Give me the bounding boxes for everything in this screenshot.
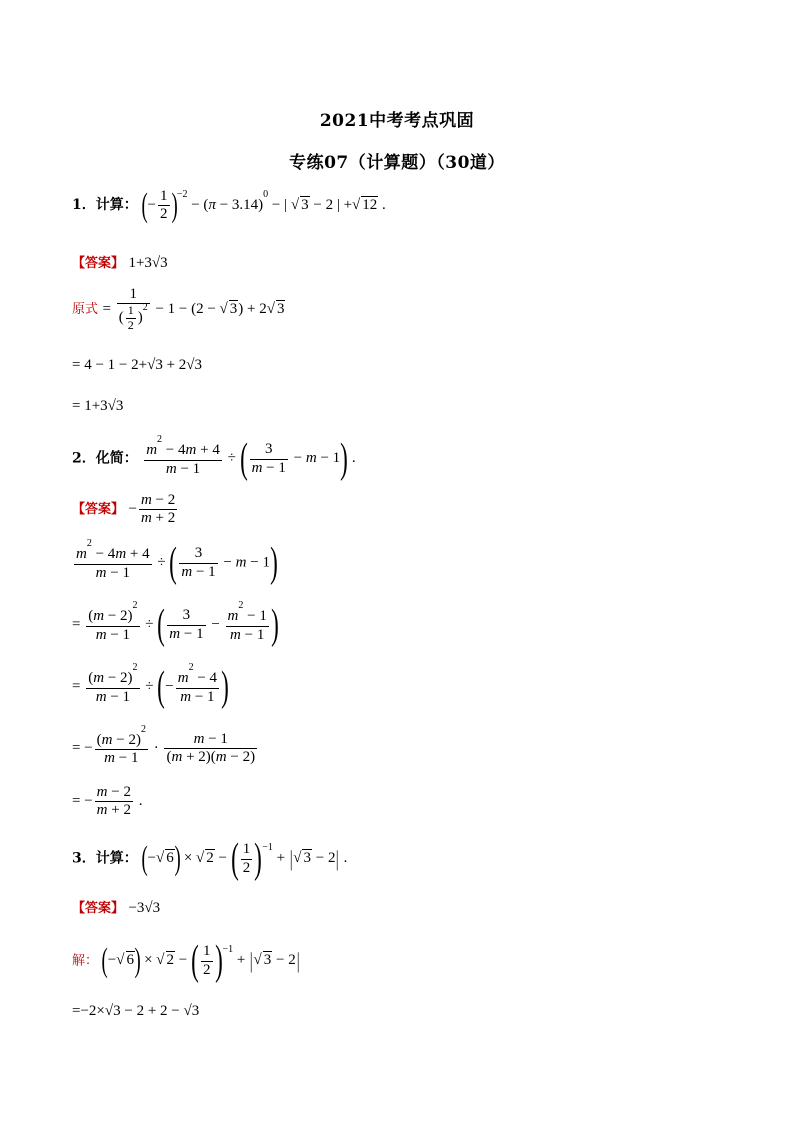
q3-sol-line2: =−2×√3 − 2 + 2 − √3	[72, 1003, 200, 1019]
q3-label: 3．计算：	[72, 850, 138, 867]
q2-answer-line	[72, 492, 179, 528]
q3-answer-tag: 【答案】	[72, 901, 125, 916]
q2-step5: = − $\frac{m - 2}{m + 2}$ .	[72, 784, 143, 819]
q1-answer: 1+3√3	[128, 255, 168, 271]
q3-sol-label: 解：	[72, 953, 99, 969]
q3-statement	[72, 838, 347, 880]
q1-sol-label: 原式	[72, 301, 99, 317]
doc-title: 2021中考考点巩固	[319, 111, 475, 131]
q1-answer-line	[72, 252, 168, 272]
q2-label: 2．化简：	[72, 450, 138, 467]
q2-answer: − $\frac{m - 2}{m + 2}$	[128, 492, 176, 527]
q2-step2: = $\frac{(m - 2)^2}{m - 1}$ ÷ ( $\frac{3}{m - 1}$ − $\frac{m^2 - 1}{m - 1}$ )	[72, 600, 279, 648]
q1-answer-tag: 【答案】	[72, 256, 125, 271]
q2-answer-tag: 【答案】	[72, 502, 125, 518]
q1-sol-line2: = 4 − 1 − 2+√3 + 2√3	[72, 357, 203, 373]
q1-statement	[72, 188, 386, 224]
doc-subtitle: 专练07（计算题）（30道）	[289, 153, 505, 173]
q3-expression: (−√ 6) × √ 2 − ( $\frac{1}{2}$ )$^{-1}$ + |√ 3 − 2| .	[141, 836, 348, 882]
q2-statement	[72, 434, 356, 482]
q1-label: 1．计算：	[72, 197, 138, 214]
q3-answer-line	[72, 897, 160, 917]
q2-step3: = $\frac{(m - 2)^2}{m - 1}$ ÷ (− $\frac{m^2 - 4}{m - 1}$ )	[72, 662, 229, 710]
q1-expression: (− $\frac{1}{2}$ )$^{-2} - (\pi - 3.14)^0$ − | √ 3 − 2 | +√ 12 .	[141, 186, 386, 224]
q3-sol-expr1: (−√ 6) × √ 2 − ( $\frac{1}{2}$ )$^{-1}$ + |√ 3 − 2|	[102, 938, 300, 984]
q2-step4: = − $\frac{(m - 2)^2}{m - 1}$ · $\frac{m - 1}{(m + 2)(m - 2)}$	[72, 724, 256, 767]
q1-sol-expr1: = 1 ( $\frac{1}{2}$ )$^2$ − 1 − (2 − √ 3) + 2√ 3	[102, 286, 285, 333]
q3-answer: −3√3	[128, 900, 161, 916]
q1-solution-line1	[72, 286, 285, 333]
q2-step1: $\frac{m^2 - 4m + 4}{m - 1}$ ÷ ( $\frac{3}{m - 1}$ − m − 1)	[76, 538, 278, 586]
q2-expression: $\frac{m^2 - 4m + 4}{m - 1}$ ÷ ( $\frac{3}{m - 1}$ − m − 1) .	[146, 434, 356, 482]
q3-solution-line1	[72, 940, 300, 982]
q1-sol-line3: = 1+3√3	[72, 398, 124, 414]
